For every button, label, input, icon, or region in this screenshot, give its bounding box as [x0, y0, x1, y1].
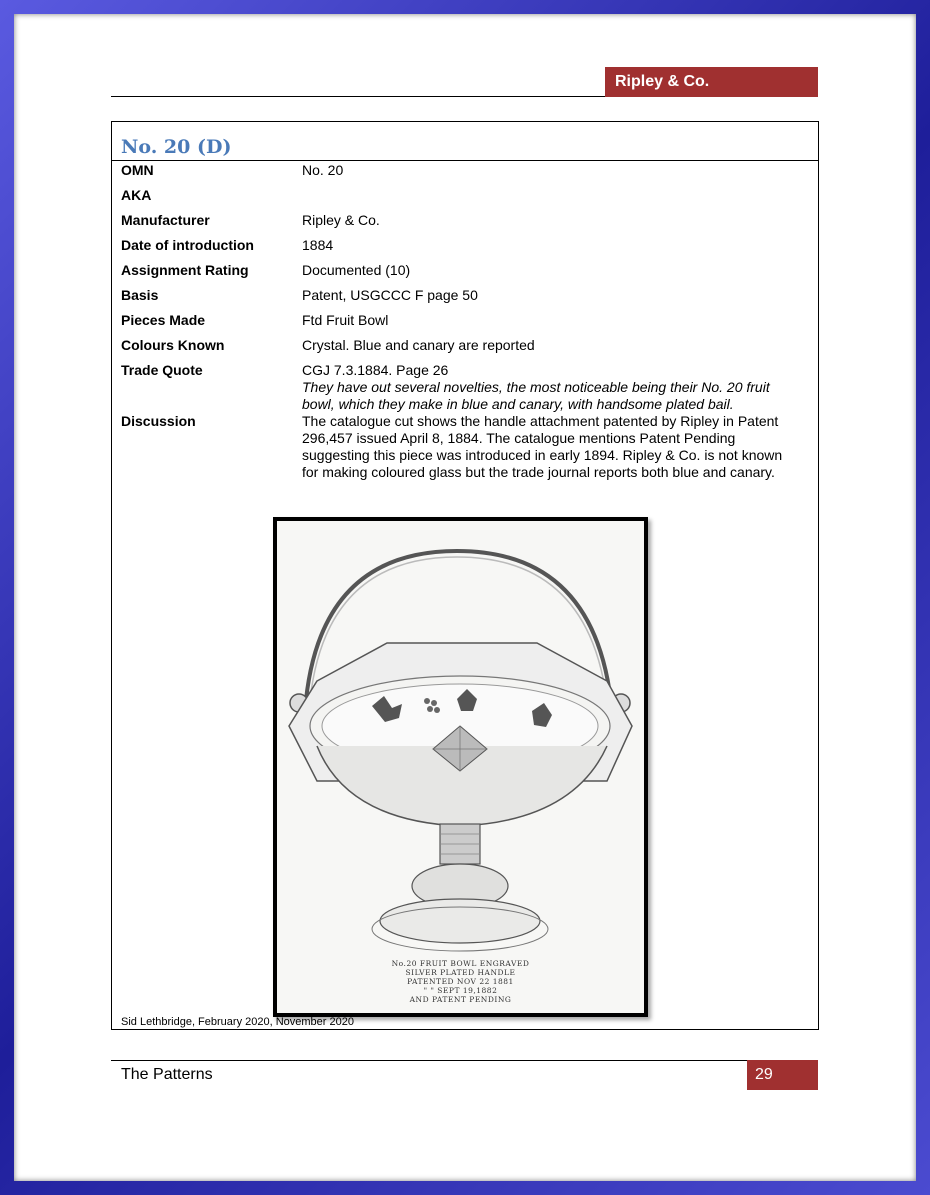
field-value: No. 20 — [302, 162, 344, 178]
caption-line: " " SEPT 19,1882 — [423, 986, 498, 995]
title-rule — [112, 160, 818, 161]
footer-section: The Patterns — [121, 1066, 213, 1083]
entry-box — [111, 121, 819, 1030]
field-label: AKA — [121, 187, 152, 203]
document-page — [14, 14, 916, 1181]
trade-quote-label: Trade Quote — [121, 362, 203, 378]
discussion-label: Discussion — [121, 413, 196, 429]
illustration-caption — [277, 959, 644, 1004]
caption-line: No.20 FRUIT BOWL ENGRAVED — [391, 959, 530, 968]
field-value: 1884 — [302, 237, 334, 253]
fruit-bowl-drawing — [277, 521, 644, 1013]
field-label: Assignment Rating — [121, 262, 249, 278]
header-section-tab: Ripley & Co. — [605, 67, 818, 97]
page-number: 29 — [747, 1060, 818, 1090]
field-value: Patent, USGCCC F page 50 — [302, 287, 478, 303]
field-label: Pieces Made — [121, 312, 206, 328]
field-label: Manufacturer — [121, 212, 210, 228]
field-label: Colours Known — [121, 337, 225, 353]
catalogue-illustration — [273, 517, 648, 1017]
field-value: Documented (10) — [302, 262, 411, 278]
field-value: Ftd Fruit Bowl — [302, 312, 389, 328]
caption-line: PATENTED NOV 22 1881 — [407, 977, 514, 986]
field-label: Basis — [121, 287, 159, 303]
field-label: Date of introduction — [121, 237, 254, 253]
trade-quote-text: They have out several novelties, the most noticeable being their No. 20 fruit bowl, which they make in blue and canary, with handsome plated bail. — [302, 379, 770, 412]
trade-quote-value — [302, 362, 802, 413]
caption-line: SILVER PLATED HANDLE — [405, 968, 516, 977]
trade-quote-source: CGJ 7.3.1884. Page 26 — [302, 362, 449, 378]
footer-rule — [111, 1060, 818, 1061]
field-value: Crystal. Blue and canary are reported — [302, 337, 535, 353]
entry-title: No. 20 (D) — [121, 136, 232, 158]
field-value: Ripley & Co. — [302, 212, 380, 228]
field-label: OMN — [121, 162, 154, 178]
caption-line: AND PATENT PENDING — [409, 995, 512, 1004]
discussion-text: The catalogue cut shows the handle attachment patented by Ripley in Patent 296,457 issued April 8, 1884. The catalogue mentions Patent Pending suggesting this piece was introduced in early 1894. Ripley & Co. is not known for making coloured glass but the trade journal reports both blue and canary. — [302, 413, 783, 480]
author-footnote: Sid Lethbridge, February 2020, November 2020 — [121, 1016, 354, 1028]
